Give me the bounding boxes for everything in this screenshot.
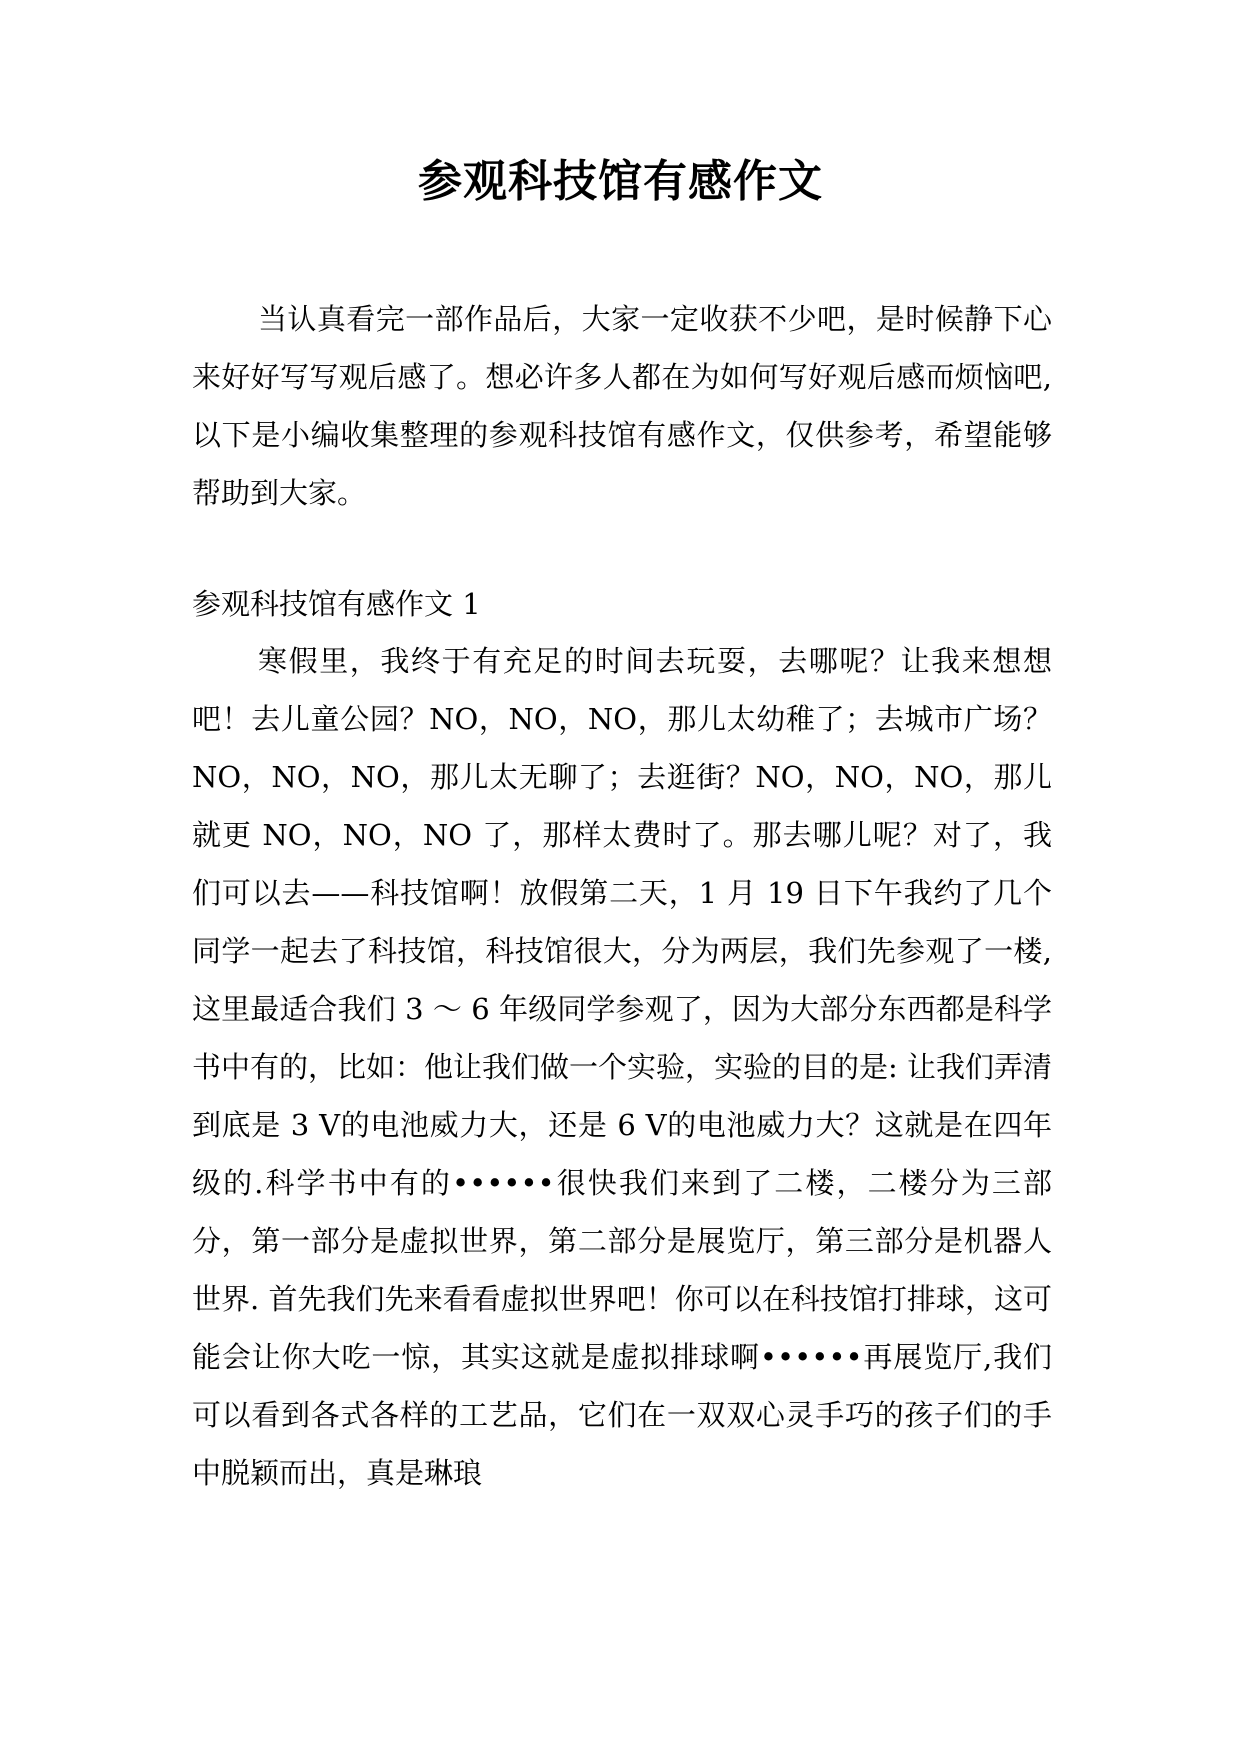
intro-paragraph: 当认真看完一部作品后，大家一定收获不少吧，是时候静下心来好好写写观后感了。想必许多人都在为如何写好观后感而烦恼吧,以下是小编收集整理的参观科技馆有感作文，仅供参考，希望能够帮助到大家。 bbox=[192, 302, 1052, 510]
document-title: 参观科技馆有感作文 bbox=[418, 156, 823, 207]
essay-paragraph: 寒假里，我终于有充足的时间去玩耍，去哪呢？让我来想想吧！去儿童公园？NO，NO，NO，那儿太幼稚了；去城市广场？NO，NO，NO，那儿太无聊了；去逛街？NO，NO，NO，那儿就更 NO，NO，NO 了，那样太费时了。那去哪儿呢？对了，我们可以去——科技馆啊！放假第二天，1 月 19 日下午我约了几个同学一起去了科技馆，科技馆很大，分为两层，我们先参观了一楼,这里最适合我们 3 ～ 6 年级同学参观了，因为大部分东西都是科学书中有的，比如：他让我们做一个实验，实验的目的是: 让我们弄清到底是 3 V的电池威力大，还是 6 V的电池威力大？这就是在四年级的.科学书中有的••••••很快我们来到了二楼，二楼分为三部分，第一部分是虚拟世界，第二部分是展览厅，第三部分是机器人世界. 首先我们先来看看虚拟世界吧！你可以在科技馆打排球，这可能会让你大吃一惊，其实这就是虚拟排球啊••••••再展览厅,我们可以看到各式各样的工艺品，它们在一双双心灵手巧的孩子们的手中脱颖而出，真是琳琅 bbox=[192, 644, 1052, 1490]
section-heading: 参观科技馆有感作文 1 bbox=[192, 587, 481, 621]
